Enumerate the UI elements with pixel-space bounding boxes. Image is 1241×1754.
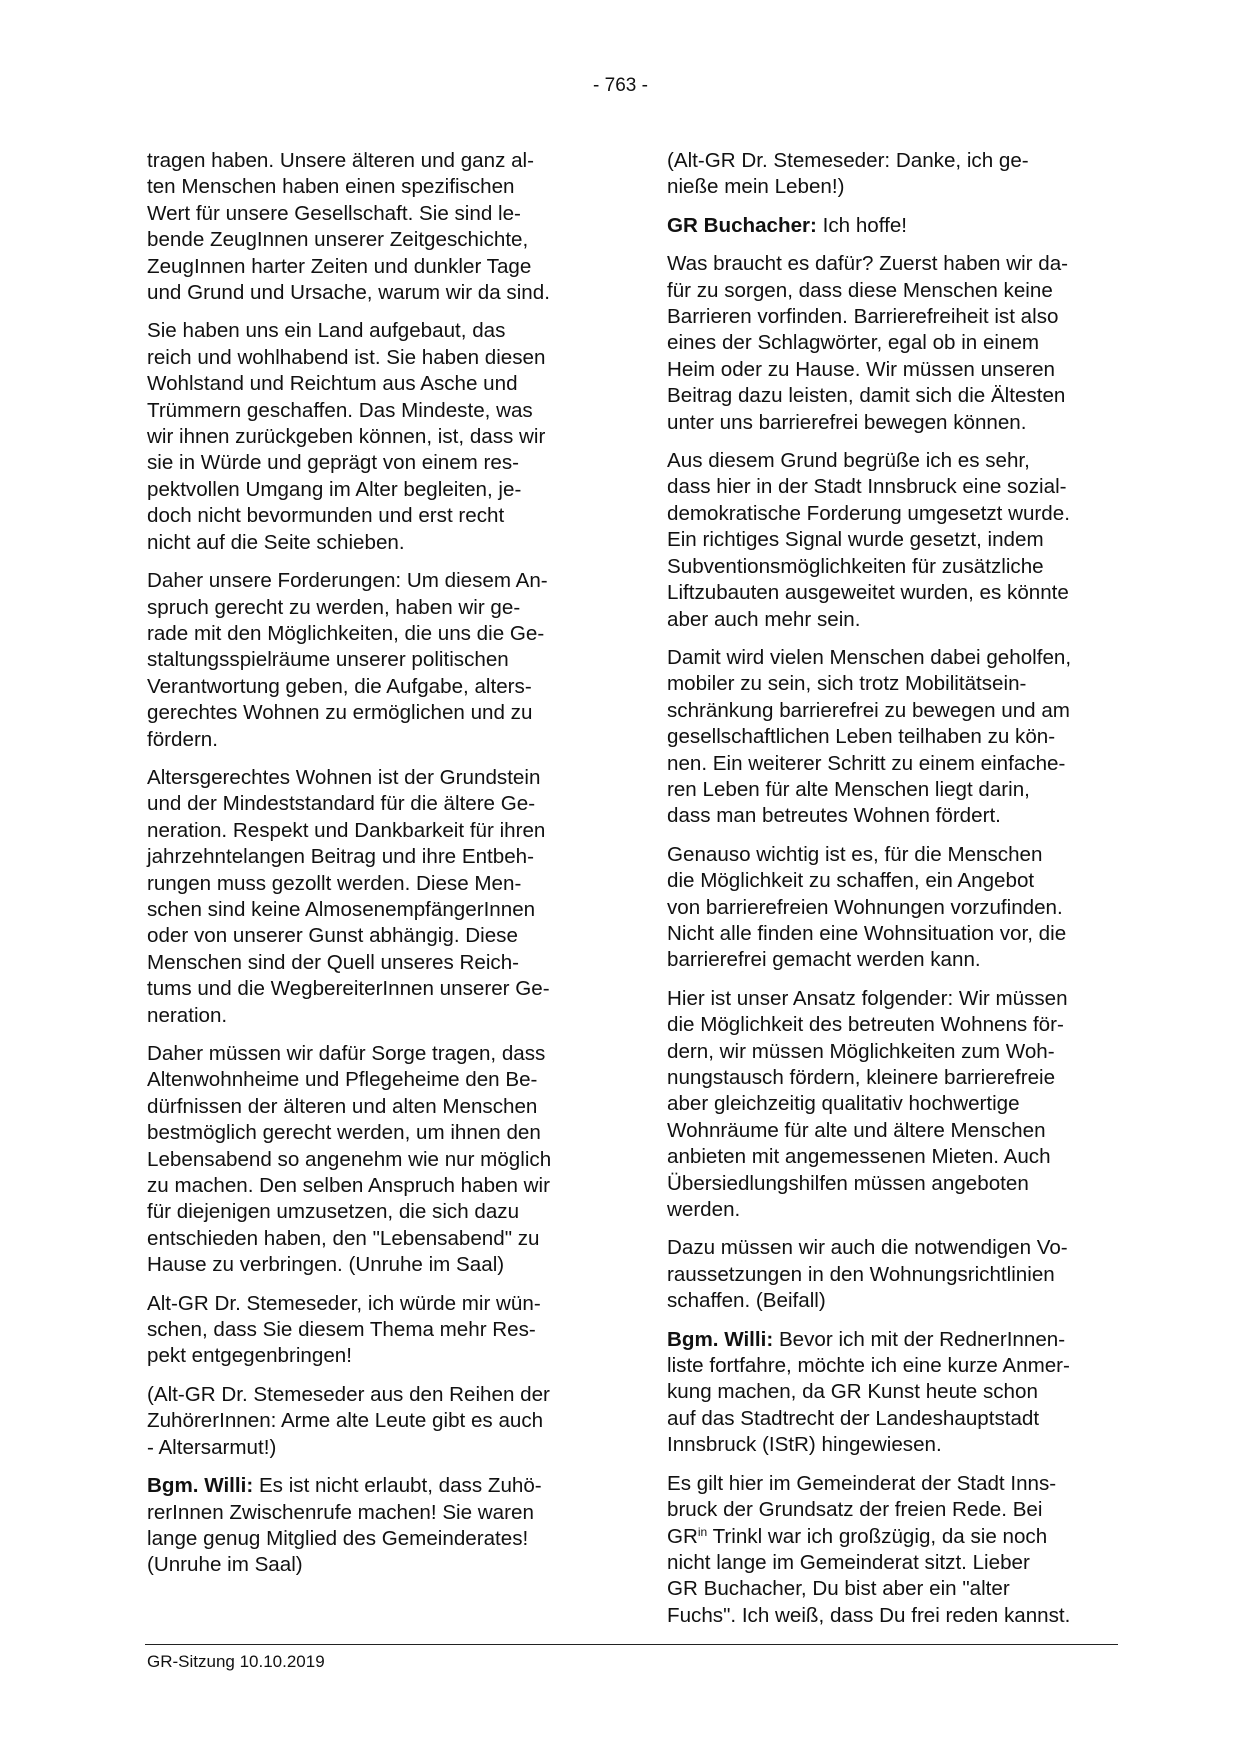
speech-text: Ich hoffe!	[816, 213, 907, 237]
paragraph	[667, 1327, 1127, 1459]
paragraph: Sie haben uns ein Land aufgebaut, das reich und wohlhabend ist. Sie haben diesen Wohlstand und Reichtum aus Asche und Trümmern geschaffen. Das Mindeste, was wir ihnen zurückgeben können, ist, dass wir sie in Würde und geprägt von einem res- pektvollen Umgang im Alter begleiten, je- doch nicht bevormunden und erst recht nicht auf die Seite schieben.	[147, 319, 546, 554]
speech-text: Trinkl war ich großzügig, da sie noch nicht lange im Gemeinderat sitzt. Lieber GR Buchacher, Du bist aber ein "alter Fuchs". Ich weiß, dass Du frei reden kannst.	[667, 1524, 1071, 1627]
right-column	[667, 148, 1127, 1641]
paragraph: Daher unsere Forderungen: Um diesem An- spruch gerecht zu werden, haben wir ge- rade mit den Möglichkeiten, die uns die Ge- staltungsspielräume unserer politischen Verantwortung geben, die Aufgabe, alters- gerechtes Wohnen zu ermöglichen und zu fördern.	[147, 569, 548, 751]
paragraph: Alt-GR Dr. Stemeseder, ich würde mir wün- schen, dass Sie diesem Thema mehr Res- pekt entgegenbringen!	[147, 1291, 541, 1368]
superscript: in	[697, 1524, 708, 1539]
paragraph	[667, 1471, 1127, 1629]
left-column	[147, 148, 607, 1591]
paragraph	[147, 1473, 607, 1579]
speech-text: Bevor ich mit der RednerInnen- liste fortfahre, möchte ich eine kurze Anmer- kung machen, da GR Kunst heute schon auf das Stadtrecht der Landeshauptstadt Innsbruck (IStR) hingewiesen.	[667, 1327, 1070, 1457]
speaker-name: GR Buchacher:	[667, 213, 817, 237]
paragraph: (Alt-GR Dr. Stemeseder aus den Reihen der ZuhörerInnen: Arme alte Leute gibt es auch - Altersarmut!)	[147, 1382, 550, 1459]
paragraph: Hier ist unser Ansatz folgender: Wir müssen die Möglichkeit des betreuten Wohnens för- dern, wir müssen Möglichkeiten zum Woh- nungstausch fördern, kleinere barrierefreie aber gleichzeitig qualitativ hochwertige Wohnräume für alte und ältere Menschen anbieten mit angemessenen Mieten. Auch Übersiedlungshilfen müssen angeboten werden.	[667, 986, 1068, 1222]
speech-text: Es gilt hier im Gemeinderat der Stadt Inns- bruck der Grundsatz der freien Rede. Bei GR	[667, 1471, 1057, 1548]
speaker-name: Bgm. Willi:	[667, 1327, 774, 1351]
paragraph: tragen haben. Unsere älteren und ganz al- ten Menschen haben einen spezifischen Wert für unsere Gesellschaft. Sie sind le- bende ZeugInnen unserer Zeitgeschichte, ZeugInnen harter Zeiten und dunkler Tage und Grund und Ursache, warum wir da sind.	[147, 149, 550, 305]
footer-text: GR-Sitzung 10.10.2019	[147, 1652, 325, 1671]
paragraph: Damit wird vielen Menschen dabei geholfen, mobiler zu sein, sich trotz Mobilitätsein- schränkung barrierefrei zu bewegen und am gesellschaftlichen Leben teilhaben zu kön- nen. Ein weiterer Schritt zu einem einfache- ren Leben für alte Menschen liegt darin, dass man betreutes Wohnen fördert.	[667, 645, 1072, 828]
speech-text: Es ist nicht erlaubt, dass Zuhö- rerInnen Zwischenrufe machen! Sie waren lange genug Mitglied des Gemeinderates! (Unruhe im Saal)	[147, 1474, 542, 1577]
paragraph	[667, 213, 1127, 239]
page-number: - 763 -	[593, 75, 648, 96]
paragraph: Was braucht es dafür? Zuerst haben wir da- für zu sorgen, dass diese Menschen keine Barrieren vorfinden. Barrierefreiheit ist also eines der Schlagwörter, egal ob in einem Heim oder zu Hause. Wir müssen unseren Beitrag dazu leisten, damit sich die Ältesten unter uns barrierefrei bewegen können.	[667, 252, 1069, 434]
paragraph: (Alt-GR Dr. Stemeseder: Danke, ich ge- nieße mein Leben!)	[667, 149, 1029, 199]
paragraph: Dazu müssen wir auch die notwendigen Vo- raussetzungen in den Wohnungsrichtlinien schaffen. (Beifall)	[667, 1236, 1068, 1313]
paragraph: Genauso wichtig ist es, für die Menschen die Möglichkeit zu schaffen, ein Angebot von barrierefreien Wohnungen vorzufinden. Nicht alle finden eine Wohnsituation vor, die barrierefrei gemacht werden kann.	[667, 842, 1067, 972]
paragraph: Daher müssen wir dafür Sorge tragen, dass Altenwohnheime und Pflegeheime den Be- dürfnissen der älteren und alten Menschen bestmöglich gerecht werden, um ihnen den Lebensabend so angenehm wie nur möglich zu machen. Den selben Anspruch haben wir für diejenigen umzusetzen, die sich dazu entschieden haben, den "Lebensabend" zu Hause zu verbringen. (Unruhe im Saal)	[147, 1042, 552, 1277]
speaker-name: Bgm. Willi:	[147, 1474, 254, 1498]
footer-divider	[145, 1644, 1118, 1645]
paragraph: Altersgerechtes Wohnen ist der Grundstein und der Mindeststandard für die ältere Ge- neration. Respekt und Dankbarkeit für ihren jahrzehntelangen Beitrag und ihre Entbeh- rungen muss gezollt werden. Diese Men- schen sind keine AlmosenempfängerInnen oder von unserer Gunst abhängig. Diese Menschen sind der Quell unseres Reich- tums und die WegbereiterInnen unserer Ge- neration.	[147, 765, 550, 1027]
paragraph: Aus diesem Grund begrüße ich es sehr, dass hier in der Stadt Innsbruck eine sozial- demokratische Forderung umgesetzt wurde. Ein richtiges Signal wurde gesetzt, indem Subventionsmöglichkeiten für zusätzliche Liftzubauten ausgeweitet wurden, es könnte aber auch mehr sein.	[667, 449, 1070, 631]
